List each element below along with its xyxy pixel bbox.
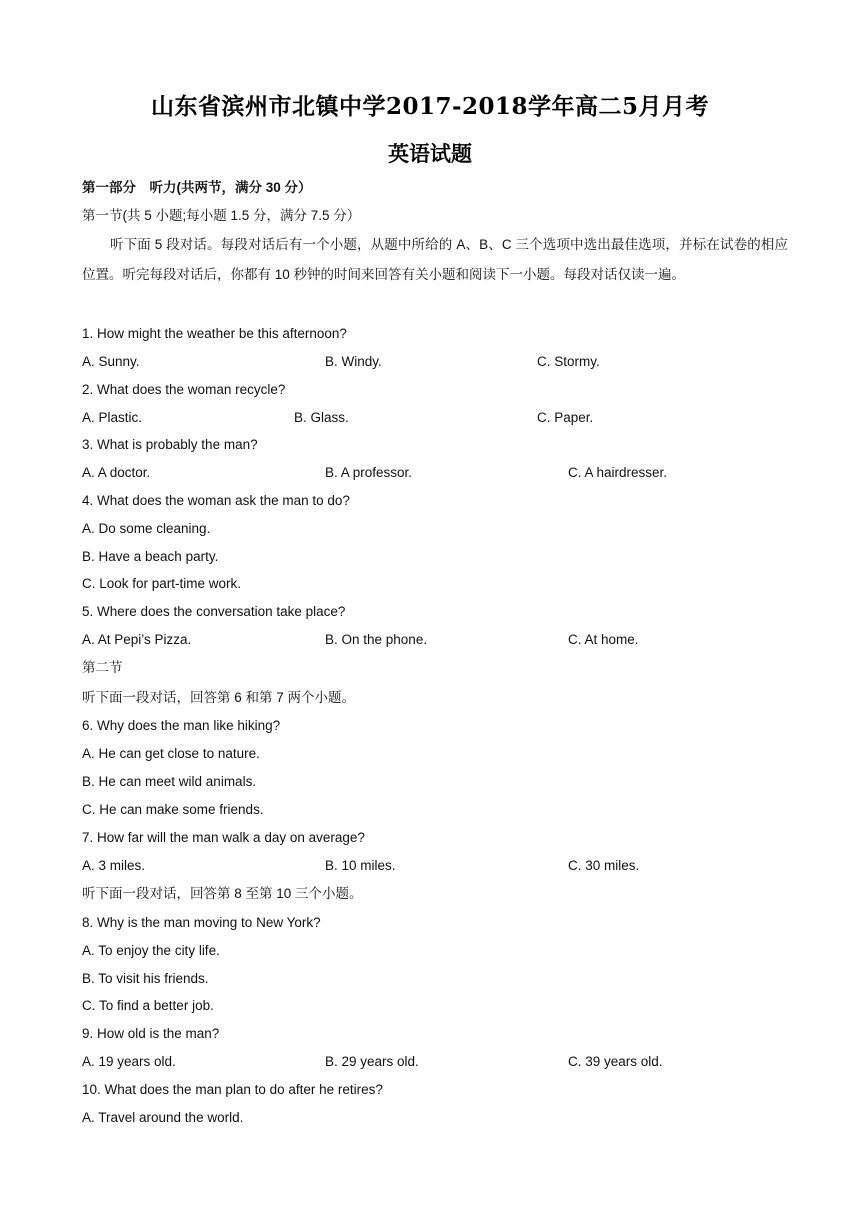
- q6-option-c: C. He can make some friends.: [82, 802, 264, 817]
- part1-heading: 第一部分 听力(共两节，满分 30 分）: [82, 180, 312, 195]
- q8-option-c: C. To find a better job.: [82, 998, 214, 1013]
- q3-option-a: A. A doctor.: [82, 465, 151, 480]
- q8-option-b: B. To visit his friends.: [82, 971, 209, 986]
- q10-option-a: A. Travel around the world.: [82, 1110, 244, 1125]
- q1-option-b: B. Windy.: [325, 354, 382, 369]
- question-1: 1. How might the weather be this afternoon?: [82, 326, 347, 341]
- question-2: 2. What does the woman recycle?: [82, 382, 286, 397]
- q4-option-a: A. Do some cleaning.: [82, 521, 211, 536]
- question-9: 9. How old is the man?: [82, 1026, 220, 1041]
- q4-option-c: C. Look for part-time work.: [82, 576, 242, 591]
- dialog-intro-6-7: 听下面一段对话，回答第 6 和第 7 两个小题。: [82, 690, 356, 705]
- q5-option-a: A. At Pepi’s Pizza.: [82, 632, 192, 647]
- q7-option-a: A. 3 miles.: [82, 858, 146, 873]
- q2-option-a: A. Plastic.: [82, 410, 143, 425]
- exam-subtitle: 英语试题: [388, 141, 472, 166]
- exam-title: 山东省滨州市北镇中学2017-2018学年高二5月月考: [150, 93, 710, 120]
- q3-option-b: B. A professor.: [325, 465, 413, 480]
- q9-option-a: A. 19 years old.: [82, 1054, 176, 1069]
- section1-heading: 第一节(共 5 小题;每小题 1.5 分，满分 7.5 分）: [82, 208, 361, 223]
- q5-option-c: C. At home.: [568, 632, 639, 647]
- question-6: 6. Why does the man like hiking?: [82, 718, 281, 733]
- q9-option-b: B. 29 years old.: [325, 1054, 419, 1069]
- question-8: 8. Why is the man moving to New York?: [82, 915, 321, 930]
- question-4: 4. What does the woman ask the man to do?: [82, 493, 350, 508]
- instructions-paragraph: 听下面 5 段对话。每段对话后有一个小题，从题中所给的 A、B、C 三个选项中选出最佳选项，并标在试卷的相应位置。听完每段对话后，你都有 10 秒钟的时间来回答有关小题和阅读下一小题。每段对话仅读一遍。: [82, 237, 788, 282]
- q2-option-c: C. Paper.: [537, 410, 594, 425]
- question-5: 5. Where does the conversation take place?: [82, 604, 346, 619]
- q7-option-c: C. 30 miles.: [568, 858, 640, 873]
- q9-option-c: C. 39 years old.: [568, 1054, 663, 1069]
- q4-option-b: B. Have a beach party.: [82, 549, 219, 564]
- q1-option-c: C. Stormy.: [537, 354, 600, 369]
- q6-option-b: B. He can meet wild animals.: [82, 774, 257, 789]
- q1-option-a: A. Sunny.: [82, 354, 140, 369]
- q2-option-b: B. Glass.: [294, 410, 349, 425]
- q6-option-a: A. He can get close to nature.: [82, 746, 260, 761]
- q5-option-b: B. On the phone.: [325, 632, 428, 647]
- section2-heading: 第二节: [82, 660, 123, 675]
- question-3: 3. What is probably the man?: [82, 437, 258, 452]
- question-7: 7. How far will the man walk a day on average?: [82, 830, 365, 845]
- q7-option-b: B. 10 miles.: [325, 858, 396, 873]
- q3-option-c: C. A hairdresser.: [568, 465, 668, 480]
- dialog-intro-8-10: 听下面一段对话，回答第 8 至第 10 三个小题。: [82, 886, 363, 901]
- question-10: 10. What does the man plan to do after he retires?: [82, 1082, 383, 1097]
- q8-option-a: A. To enjoy the city life.: [82, 943, 220, 958]
